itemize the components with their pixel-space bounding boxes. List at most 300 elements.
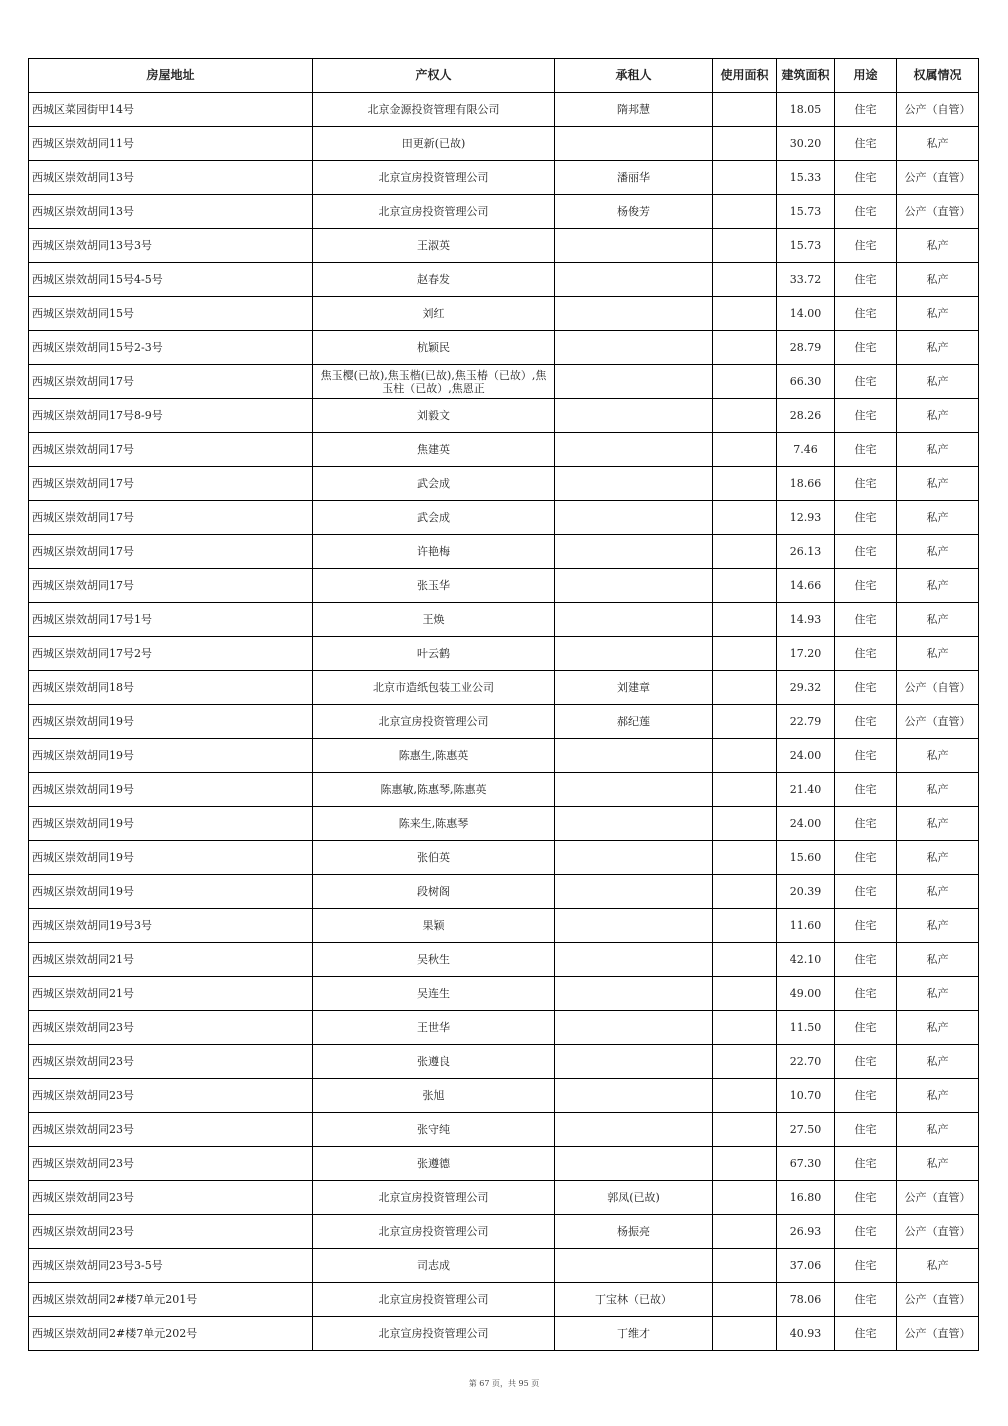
table-row <box>29 433 979 467</box>
table-row <box>29 739 979 773</box>
owner-cell: 北京宣房投资管理公司 <box>313 1215 555 1249</box>
table-row <box>29 127 979 161</box>
address-cell: 西城区崇效胡同17号 <box>29 433 313 467</box>
header-building-area: 建筑面积 <box>777 59 835 93</box>
address-cell: 西城区崇效胡同23号 <box>29 1113 313 1147</box>
table-row <box>29 93 979 127</box>
usage-cell: 住宅 <box>835 569 897 603</box>
usable-area-cell <box>713 467 777 501</box>
building-area-cell: 16.80 <box>777 1181 835 1215</box>
address-cell: 西城区崇效胡同19号 <box>29 739 313 773</box>
ownership-cell: 私产 <box>897 943 979 977</box>
address-cell: 西城区崇效胡同19号 <box>29 875 313 909</box>
ownership-cell: 私产 <box>897 535 979 569</box>
address-cell: 西城区崇效胡同13号 <box>29 161 313 195</box>
usable-area-cell <box>713 127 777 161</box>
address-cell: 西城区崇效胡同19号3号 <box>29 909 313 943</box>
usable-area-cell <box>713 1147 777 1181</box>
building-area-cell: 17.20 <box>777 637 835 671</box>
building-area-cell: 22.70 <box>777 1045 835 1079</box>
owner-cell: 北京宣房投资管理公司 <box>313 161 555 195</box>
usable-area-cell <box>713 535 777 569</box>
building-area-cell: 15.33 <box>777 161 835 195</box>
usable-area-cell <box>713 943 777 977</box>
owner-cell: 段树阁 <box>313 875 555 909</box>
table-row <box>29 705 979 739</box>
tenant-cell <box>555 841 713 875</box>
usable-area-cell <box>713 161 777 195</box>
usage-cell: 住宅 <box>835 977 897 1011</box>
ownership-cell: 私产 <box>897 739 979 773</box>
table-row <box>29 1079 979 1113</box>
tenant-cell: 隋邦慧 <box>555 93 713 127</box>
building-area-cell: 42.10 <box>777 943 835 977</box>
table-row <box>29 1249 979 1283</box>
ownership-cell: 公产（直管） <box>897 1181 979 1215</box>
building-area-cell: 67.30 <box>777 1147 835 1181</box>
usage-cell: 住宅 <box>835 1011 897 1045</box>
table-row <box>29 943 979 977</box>
building-area-cell: 28.79 <box>777 331 835 365</box>
usable-area-cell <box>713 807 777 841</box>
ownership-cell: 私产 <box>897 1147 979 1181</box>
table-row <box>29 1147 979 1181</box>
building-area-cell: 18.66 <box>777 467 835 501</box>
usage-cell: 住宅 <box>835 93 897 127</box>
building-area-cell: 14.93 <box>777 603 835 637</box>
usage-cell: 住宅 <box>835 535 897 569</box>
ownership-cell: 公产（直管） <box>897 195 979 229</box>
address-cell: 西城区崇效胡同15号4-5号 <box>29 263 313 297</box>
address-cell: 西城区崇效胡同19号 <box>29 773 313 807</box>
usable-area-cell <box>713 1045 777 1079</box>
usable-area-cell <box>713 1249 777 1283</box>
table-row <box>29 535 979 569</box>
building-area-cell: 66.30 <box>777 365 835 399</box>
address-cell: 西城区崇效胡同17号 <box>29 535 313 569</box>
table-header-row <box>29 59 979 93</box>
owner-cell: 叶云鹤 <box>313 637 555 671</box>
address-cell: 西城区崇效胡同11号 <box>29 127 313 161</box>
owner-cell: 武会成 <box>313 501 555 535</box>
address-cell: 西城区崇效胡同17号8-9号 <box>29 399 313 433</box>
tenant-cell: 刘建章 <box>555 671 713 705</box>
usable-area-cell <box>713 365 777 399</box>
tenant-cell: 潘丽华 <box>555 161 713 195</box>
building-area-cell: 24.00 <box>777 807 835 841</box>
address-cell: 西城区崇效胡同2#楼7单元202号 <box>29 1317 313 1351</box>
table-row <box>29 1317 979 1351</box>
owner-cell: 王焕 <box>313 603 555 637</box>
tenant-cell <box>555 909 713 943</box>
address-cell: 西城区崇效胡同2#楼7单元201号 <box>29 1283 313 1317</box>
building-area-cell: 7.46 <box>777 433 835 467</box>
ownership-cell: 私产 <box>897 637 979 671</box>
address-cell: 西城区崇效胡同17号 <box>29 467 313 501</box>
usable-area-cell <box>713 773 777 807</box>
usage-cell: 住宅 <box>835 399 897 433</box>
owner-cell: 刘毅文 <box>313 399 555 433</box>
address-cell: 西城区崇效胡同23号 <box>29 1079 313 1113</box>
building-area-cell: 49.00 <box>777 977 835 1011</box>
table-row <box>29 297 979 331</box>
ownership-cell: 公产（直管） <box>897 1215 979 1249</box>
tenant-cell <box>555 739 713 773</box>
address-cell: 西城区崇效胡同21号 <box>29 977 313 1011</box>
table-row <box>29 1113 979 1147</box>
tenant-cell: 郝纪莲 <box>555 705 713 739</box>
building-area-cell: 18.05 <box>777 93 835 127</box>
ownership-cell: 公产（直管） <box>897 161 979 195</box>
usage-cell: 住宅 <box>835 773 897 807</box>
tenant-cell <box>555 1079 713 1113</box>
address-cell: 西城区崇效胡同23号 <box>29 1045 313 1079</box>
tenant-cell <box>555 467 713 501</box>
usage-cell: 住宅 <box>835 1215 897 1249</box>
address-cell: 西城区崇效胡同19号 <box>29 807 313 841</box>
tenant-cell <box>555 603 713 637</box>
address-cell: 西城区菜园街甲14号 <box>29 93 313 127</box>
ownership-cell: 私产 <box>897 807 979 841</box>
tenant-cell <box>555 365 713 399</box>
tenant-cell <box>555 535 713 569</box>
usable-area-cell <box>713 671 777 705</box>
owner-cell: 吴秋生 <box>313 943 555 977</box>
table-body <box>29 93 979 1351</box>
building-area-cell: 12.93 <box>777 501 835 535</box>
owner-cell: 张遵德 <box>313 1147 555 1181</box>
tenant-cell <box>555 1147 713 1181</box>
address-cell: 西城区崇效胡同19号 <box>29 841 313 875</box>
address-cell: 西城区崇效胡同23号 <box>29 1215 313 1249</box>
usage-cell: 住宅 <box>835 1317 897 1351</box>
header-ownership: 权属情况 <box>897 59 979 93</box>
table-row <box>29 501 979 535</box>
tenant-cell <box>555 127 713 161</box>
usable-area-cell <box>713 229 777 263</box>
usable-area-cell <box>713 263 777 297</box>
table-row <box>29 1283 979 1317</box>
header-address: 房屋地址 <box>29 59 313 93</box>
header-usage: 用途 <box>835 59 897 93</box>
usage-cell: 住宅 <box>835 1283 897 1317</box>
address-cell: 西城区崇效胡同13号 <box>29 195 313 229</box>
usable-area-cell <box>713 569 777 603</box>
ownership-cell: 私产 <box>897 603 979 637</box>
usage-cell: 住宅 <box>835 161 897 195</box>
usable-area-cell <box>713 1011 777 1045</box>
address-cell: 西城区崇效胡同17号2号 <box>29 637 313 671</box>
tenant-cell <box>555 569 713 603</box>
property-table <box>28 58 979 1351</box>
building-area-cell: 78.06 <box>777 1283 835 1317</box>
ownership-cell: 公产（自管） <box>897 93 979 127</box>
usable-area-cell <box>713 1079 777 1113</box>
table-row <box>29 875 979 909</box>
usable-area-cell <box>713 501 777 535</box>
building-area-cell: 27.50 <box>777 1113 835 1147</box>
building-area-cell: 21.40 <box>777 773 835 807</box>
ownership-cell: 私产 <box>897 569 979 603</box>
ownership-cell: 私产 <box>897 229 979 263</box>
header-tenant: 承租人 <box>555 59 713 93</box>
building-area-cell: 26.13 <box>777 535 835 569</box>
tenant-cell <box>555 875 713 909</box>
usage-cell: 住宅 <box>835 943 897 977</box>
usage-cell: 住宅 <box>835 1113 897 1147</box>
usage-cell: 住宅 <box>835 501 897 535</box>
building-area-cell: 22.79 <box>777 705 835 739</box>
tenant-cell: 丁宝林（已故） <box>555 1283 713 1317</box>
building-area-cell: 29.32 <box>777 671 835 705</box>
table-row <box>29 399 979 433</box>
building-area-cell: 30.20 <box>777 127 835 161</box>
building-area-cell: 33.72 <box>777 263 835 297</box>
usage-cell: 住宅 <box>835 739 897 773</box>
address-cell: 西城区崇效胡同17号1号 <box>29 603 313 637</box>
owner-cell: 张守纯 <box>313 1113 555 1147</box>
ownership-cell: 私产 <box>897 1113 979 1147</box>
table-row <box>29 195 979 229</box>
header-usable-area: 使用面积 <box>713 59 777 93</box>
table-row <box>29 263 979 297</box>
building-area-cell: 26.93 <box>777 1215 835 1249</box>
tenant-cell <box>555 433 713 467</box>
building-area-cell: 24.00 <box>777 739 835 773</box>
ownership-cell: 私产 <box>897 909 979 943</box>
table-row <box>29 569 979 603</box>
ownership-cell: 公产（直管） <box>897 1283 979 1317</box>
usage-cell: 住宅 <box>835 263 897 297</box>
table-row <box>29 365 979 399</box>
building-area-cell: 14.00 <box>777 297 835 331</box>
tenant-cell <box>555 637 713 671</box>
ownership-cell: 私产 <box>897 773 979 807</box>
ownership-cell: 私产 <box>897 1079 979 1113</box>
usage-cell: 住宅 <box>835 127 897 161</box>
owner-cell: 北京宣房投资管理公司 <box>313 1283 555 1317</box>
usable-area-cell <box>713 841 777 875</box>
ownership-cell: 公产（直管） <box>897 1317 979 1351</box>
usage-cell: 住宅 <box>835 1045 897 1079</box>
owner-cell: 田更新(已故) <box>313 127 555 161</box>
usable-area-cell <box>713 637 777 671</box>
table-row <box>29 977 979 1011</box>
usable-area-cell <box>713 705 777 739</box>
ownership-cell: 私产 <box>897 841 979 875</box>
owner-cell: 陈来生,陈惠琴 <box>313 807 555 841</box>
ownership-cell: 私产 <box>897 1045 979 1079</box>
owner-cell: 张玉华 <box>313 569 555 603</box>
table-row <box>29 773 979 807</box>
tenant-cell <box>555 943 713 977</box>
owner-cell: 吴连生 <box>313 977 555 1011</box>
tenant-cell <box>555 229 713 263</box>
usage-cell: 住宅 <box>835 331 897 365</box>
address-cell: 西城区崇效胡同15号2-3号 <box>29 331 313 365</box>
owner-cell: 王淑英 <box>313 229 555 263</box>
usable-area-cell <box>713 331 777 365</box>
building-area-cell: 40.93 <box>777 1317 835 1351</box>
building-area-cell: 11.60 <box>777 909 835 943</box>
tenant-cell <box>555 807 713 841</box>
owner-cell: 刘红 <box>313 297 555 331</box>
owner-cell: 北京宣房投资管理公司 <box>313 1317 555 1351</box>
table-row <box>29 467 979 501</box>
usage-cell: 住宅 <box>835 1249 897 1283</box>
tenant-cell <box>555 1113 713 1147</box>
address-cell: 西城区崇效胡同17号 <box>29 501 313 535</box>
owner-cell: 北京宣房投资管理公司 <box>313 195 555 229</box>
building-area-cell: 11.50 <box>777 1011 835 1045</box>
usage-cell: 住宅 <box>835 1147 897 1181</box>
usage-cell: 住宅 <box>835 1181 897 1215</box>
table-row <box>29 1215 979 1249</box>
tenant-cell <box>555 1011 713 1045</box>
ownership-cell: 公产（直管） <box>897 705 979 739</box>
owner-cell: 陈惠敏,陈惠琴,陈惠英 <box>313 773 555 807</box>
owner-cell: 赵春发 <box>313 263 555 297</box>
address-cell: 西城区崇效胡同13号3号 <box>29 229 313 263</box>
owner-cell: 北京市造纸包装工业公司 <box>313 671 555 705</box>
table-row <box>29 1181 979 1215</box>
table-row <box>29 637 979 671</box>
tenant-cell: 杨振亮 <box>555 1215 713 1249</box>
usable-area-cell <box>713 399 777 433</box>
tenant-cell <box>555 977 713 1011</box>
address-cell: 西城区崇效胡同23号 <box>29 1011 313 1045</box>
owner-cell: 武会成 <box>313 467 555 501</box>
tenant-cell: 杨俊芳 <box>555 195 713 229</box>
owner-cell: 北京宣房投资管理公司 <box>313 1181 555 1215</box>
owner-cell: 陈惠生,陈惠英 <box>313 739 555 773</box>
table-row <box>29 1045 979 1079</box>
building-area-cell: 14.66 <box>777 569 835 603</box>
usage-cell: 住宅 <box>835 433 897 467</box>
tenant-cell <box>555 773 713 807</box>
usable-area-cell <box>713 909 777 943</box>
ownership-cell: 私产 <box>897 263 979 297</box>
owner-cell: 张旭 <box>313 1079 555 1113</box>
building-area-cell: 15.73 <box>777 195 835 229</box>
usage-cell: 住宅 <box>835 637 897 671</box>
usable-area-cell <box>713 739 777 773</box>
owner-cell: 北京金源投资管理有限公司 <box>313 93 555 127</box>
usage-cell: 住宅 <box>835 229 897 263</box>
address-cell: 西城区崇效胡同23号3-5号 <box>29 1249 313 1283</box>
ownership-cell: 私产 <box>897 875 979 909</box>
ownership-cell: 私产 <box>897 467 979 501</box>
ownership-cell: 私产 <box>897 331 979 365</box>
usable-area-cell <box>713 195 777 229</box>
building-area-cell: 10.70 <box>777 1079 835 1113</box>
owner-cell: 张遵良 <box>313 1045 555 1079</box>
table-row <box>29 161 979 195</box>
usage-cell: 住宅 <box>835 1079 897 1113</box>
usage-cell: 住宅 <box>835 467 897 501</box>
usable-area-cell <box>713 297 777 331</box>
usage-cell: 住宅 <box>835 603 897 637</box>
table-row <box>29 603 979 637</box>
usable-area-cell <box>713 875 777 909</box>
table-row <box>29 229 979 263</box>
tenant-cell: 丁维才 <box>555 1317 713 1351</box>
usable-area-cell <box>713 1113 777 1147</box>
usable-area-cell <box>713 93 777 127</box>
table-row <box>29 331 979 365</box>
owner-cell: 王世华 <box>313 1011 555 1045</box>
ownership-cell: 私产 <box>897 433 979 467</box>
usable-area-cell <box>713 1215 777 1249</box>
address-cell: 西城区崇效胡同21号 <box>29 943 313 977</box>
building-area-cell: 37.06 <box>777 1249 835 1283</box>
usable-area-cell <box>713 1283 777 1317</box>
table-row <box>29 1011 979 1045</box>
usage-cell: 住宅 <box>835 195 897 229</box>
table-row <box>29 909 979 943</box>
owner-cell: 果颖 <box>313 909 555 943</box>
tenant-cell <box>555 501 713 535</box>
ownership-cell: 私产 <box>897 365 979 399</box>
ownership-cell: 私产 <box>897 399 979 433</box>
tenant-cell <box>555 399 713 433</box>
owner-cell: 北京宣房投资管理公司 <box>313 705 555 739</box>
usage-cell: 住宅 <box>835 297 897 331</box>
header-owner: 产权人 <box>313 59 555 93</box>
owner-cell: 杭颖民 <box>313 331 555 365</box>
table-row <box>29 671 979 705</box>
usage-cell: 住宅 <box>835 365 897 399</box>
address-cell: 西城区崇效胡同23号 <box>29 1147 313 1181</box>
usable-area-cell <box>713 433 777 467</box>
ownership-cell: 私产 <box>897 1011 979 1045</box>
address-cell: 西城区崇效胡同15号 <box>29 297 313 331</box>
address-cell: 西城区崇效胡同17号 <box>29 569 313 603</box>
tenant-cell: 郭凤(已故) <box>555 1181 713 1215</box>
owner-cell: 许艳梅 <box>313 535 555 569</box>
building-area-cell: 20.39 <box>777 875 835 909</box>
address-cell: 西城区崇效胡同19号 <box>29 705 313 739</box>
address-cell: 西城区崇效胡同23号 <box>29 1181 313 1215</box>
tenant-cell <box>555 297 713 331</box>
owner-cell: 张伯英 <box>313 841 555 875</box>
ownership-cell: 私产 <box>897 977 979 1011</box>
usage-cell: 住宅 <box>835 909 897 943</box>
usage-cell: 住宅 <box>835 705 897 739</box>
usage-cell: 住宅 <box>835 875 897 909</box>
usage-cell: 住宅 <box>835 671 897 705</box>
usable-area-cell <box>713 603 777 637</box>
table-row <box>29 841 979 875</box>
ownership-cell: 公产（自管） <box>897 671 979 705</box>
owner-cell: 焦玉樱(已故),焦玉楷(已故),焦玉椿（已故）,焦玉柱（已故）,焦恩正 <box>313 365 555 399</box>
address-cell: 西城区崇效胡同17号 <box>29 365 313 399</box>
tenant-cell <box>555 1249 713 1283</box>
tenant-cell <box>555 331 713 365</box>
usage-cell: 住宅 <box>835 807 897 841</box>
ownership-cell: 私产 <box>897 297 979 331</box>
usage-cell: 住宅 <box>835 841 897 875</box>
page-number: 第 67 页，共 95 页 <box>468 1379 540 1388</box>
usable-area-cell <box>713 1317 777 1351</box>
ownership-cell: 私产 <box>897 1249 979 1283</box>
table-row <box>29 807 979 841</box>
building-area-cell: 28.26 <box>777 399 835 433</box>
ownership-cell: 私产 <box>897 501 979 535</box>
building-area-cell: 15.60 <box>777 841 835 875</box>
building-area-cell: 15.73 <box>777 229 835 263</box>
tenant-cell <box>555 263 713 297</box>
